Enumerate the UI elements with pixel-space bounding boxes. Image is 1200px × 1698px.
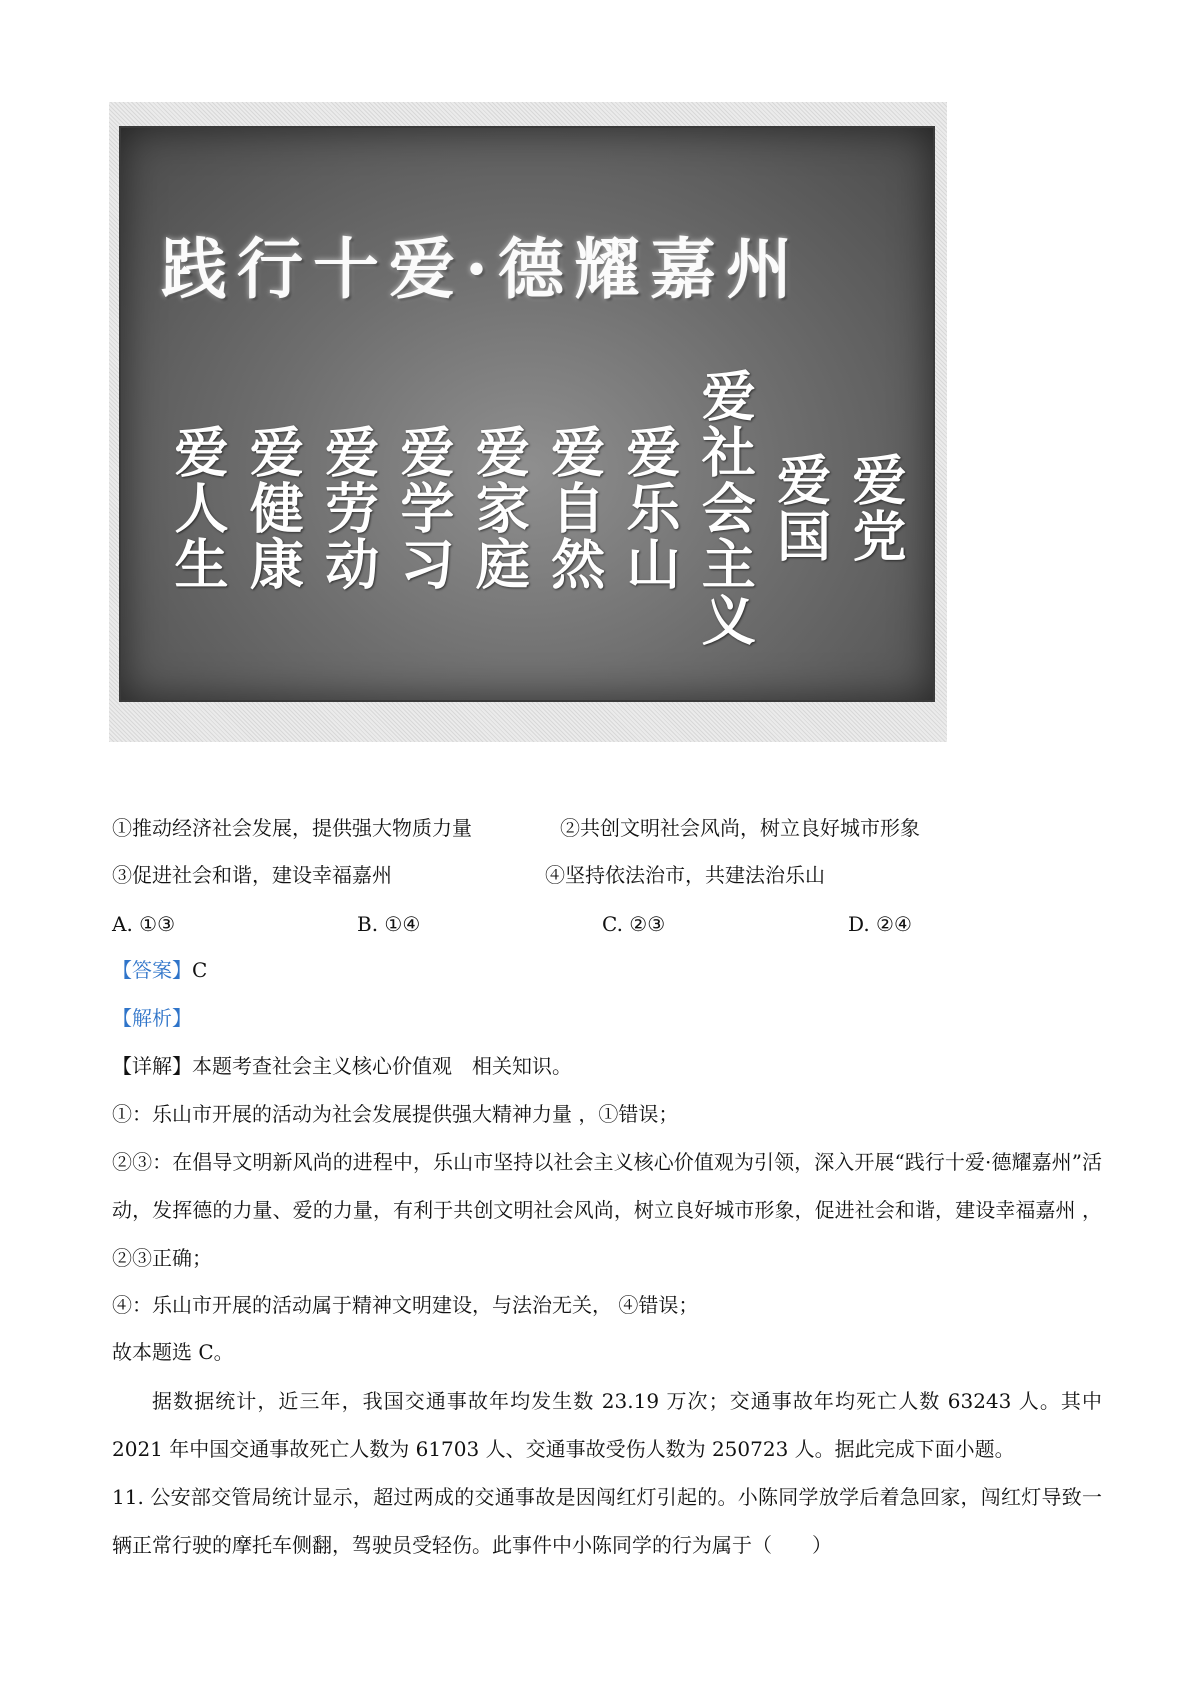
poster-title: 践行十爱·德耀嘉州 bbox=[161, 230, 802, 308]
statement-4: ④坚持依法治市，共建法治乐山 bbox=[545, 863, 825, 887]
poster-column: 爱国 bbox=[768, 452, 832, 564]
poster-column: 爱乐山 bbox=[617, 424, 681, 592]
detail-point-2: ②③：在倡导文明新风尚的进程中，乐山市坚持以社会主义核心价值观为引领，深入开展“践行十爱·德耀嘉州”活动，发挥德的力量、爱的力量，有利于共创文明社会风尚，树立良好城市形象，促进社会和谐，建设幸福嘉州 ，②③正确； bbox=[112, 1150, 1102, 1270]
option-b: B. ①④ bbox=[357, 912, 421, 936]
poster-column: 爱学习 bbox=[391, 424, 455, 592]
detail-intro: 【详解】本题考查社会主义核心价值观 相关知识。 bbox=[112, 1054, 572, 1078]
option-c: C. ②③ bbox=[602, 912, 666, 936]
question-11: 11. 公安部交管局统计显示，超过两成的交通事故是因闯红灯引起的。小陈同学放学后着急回家，闯红灯导致一辆正常行驶的摩托车侧翻，驾驶员受轻伤。此事件中小陈同学的行为属于（ ） bbox=[112, 1485, 1102, 1557]
detail-point-3: ④：乐山市开展的活动属于精神文明建设，与法治无关， ④错误； bbox=[112, 1293, 699, 1317]
option-d: D. ②④ bbox=[848, 912, 912, 936]
poster-image bbox=[109, 102, 947, 742]
answer-tag: 【答案】 bbox=[112, 958, 192, 982]
analysis-tag: 【解析】 bbox=[112, 1006, 192, 1030]
poster-columns bbox=[165, 328, 905, 688]
statement-3: ③促进社会和谐，建设幸福嘉州 bbox=[112, 863, 392, 887]
detail-point-1: ①：乐山市开展的活动为社会发展提供强大精神力量 ，①错误； bbox=[112, 1102, 679, 1126]
answer-line bbox=[112, 956, 207, 984]
poster-column: 爱社会主义 bbox=[693, 368, 757, 648]
poster-column: 爱自然 bbox=[542, 424, 606, 592]
poster-column: 爱党 bbox=[843, 452, 907, 564]
answer-value: C bbox=[192, 958, 208, 982]
poster-column: 爱家庭 bbox=[467, 424, 531, 592]
poster-column: 爱劳动 bbox=[316, 424, 380, 592]
poster-column: 爱人生 bbox=[166, 424, 229, 592]
detail-conclusion: 故本题选 C。 bbox=[112, 1340, 234, 1364]
poster-board bbox=[119, 126, 935, 702]
statement-1: ①推动经济社会发展，提供强大物质力量 bbox=[112, 816, 472, 840]
statement-2: ②共创文明社会风尚，树立良好城市形象 bbox=[560, 816, 920, 840]
option-a: A. ①③ bbox=[112, 912, 176, 936]
material-paragraph: 据数据统计，近三年，我国交通事故年均发生数 23.19 万次；交通事故年均死亡人数 63243 人。其中 2021 年中国交通事故死亡人数为 61703 人、交通事故受伤人数为 250723 人。据此完成下面小题。 bbox=[112, 1389, 1102, 1461]
poster-column: 爱健康 bbox=[241, 424, 305, 592]
